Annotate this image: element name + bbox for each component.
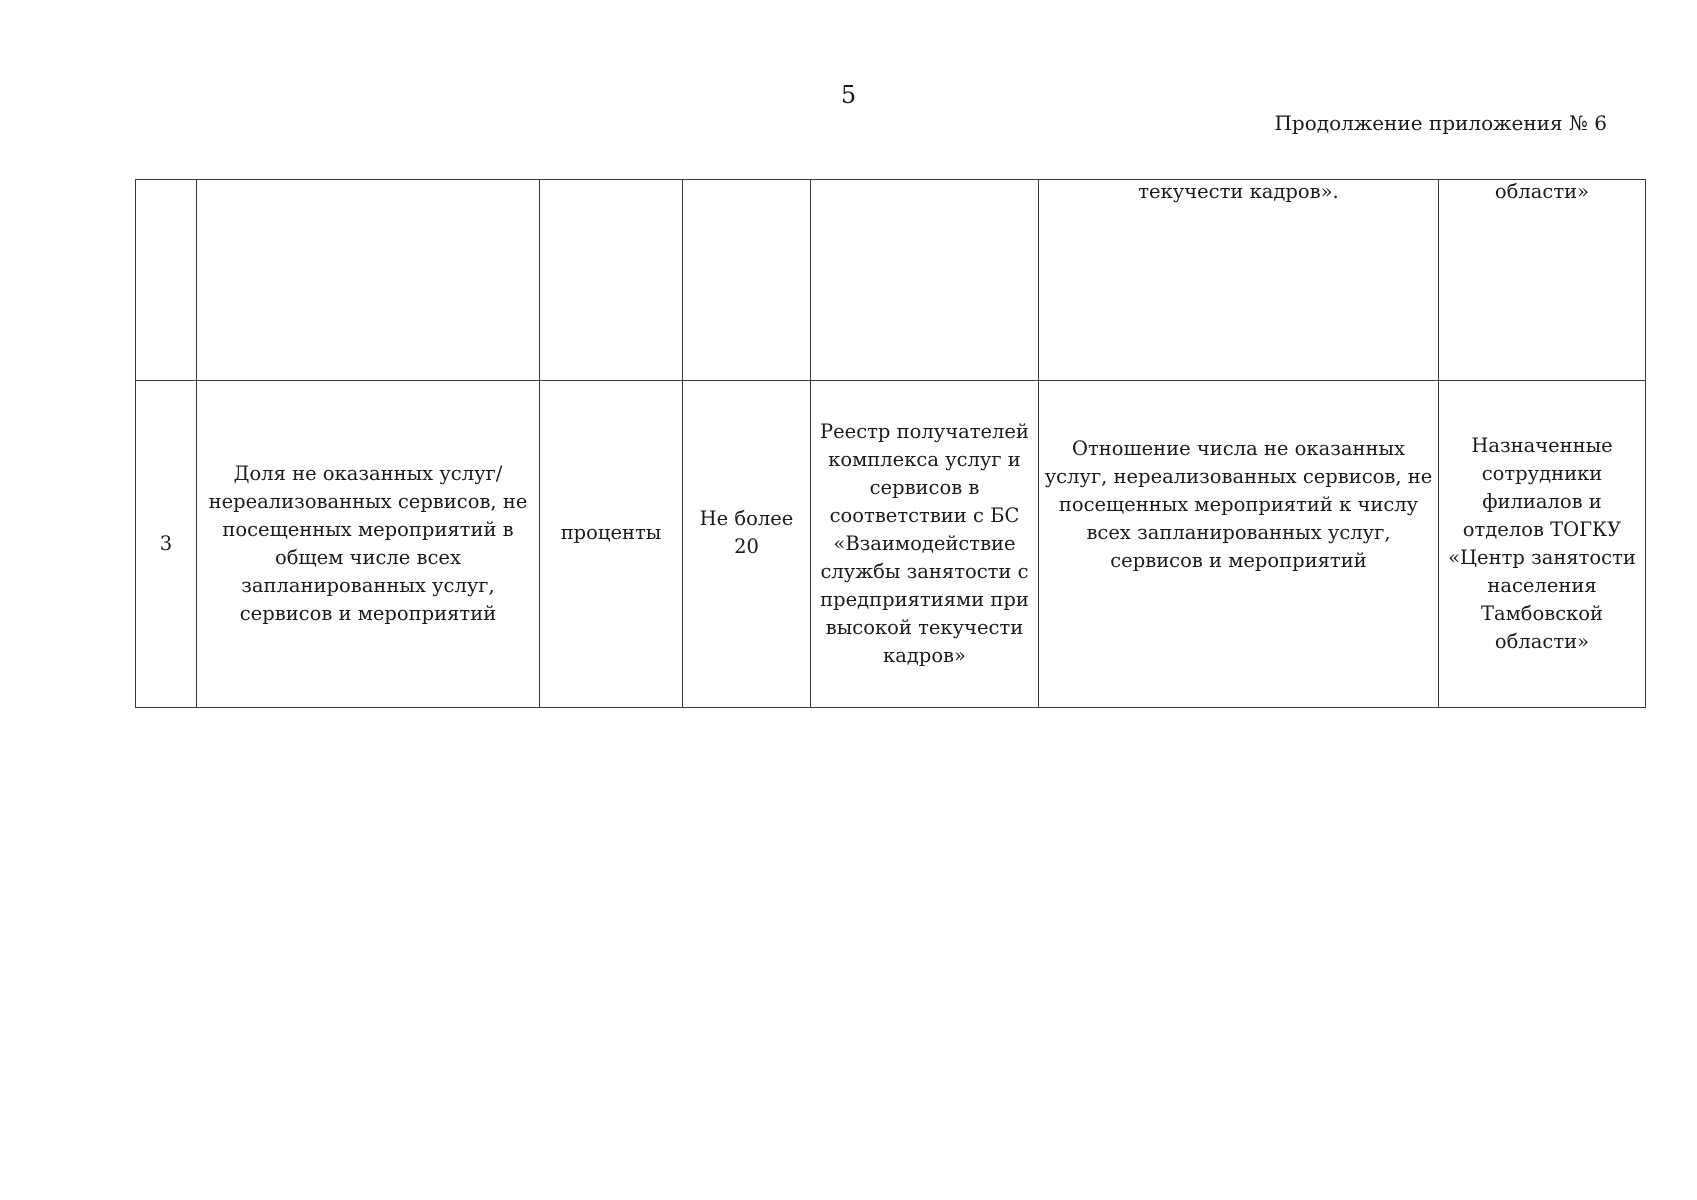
method-tail-text: текучести кадров». [1138,180,1339,203]
cell-unit [540,381,683,708]
appendix-note: Продолжение приложения № 6 [1274,111,1607,135]
table-row-continuation [136,180,1646,381]
cell-number [136,381,197,708]
target-text: Не более 20 [699,507,794,558]
cell-responsible [1439,381,1646,708]
indicators-table [135,179,1646,708]
table-row [136,381,1646,708]
source-text: Реестр получателей комплекса услуг и сервисов в соответствии с БС «Взаимодействие службы занятости с предприятиями при высокой текучести кадров» [820,420,1029,667]
cell-indicator [197,381,540,708]
row-number: 3 [159,532,173,555]
cell-unit-empty [540,180,683,381]
responsible-tail-text: области» [1494,180,1590,203]
indicator-text: Доля не оказанных услуг/ нереализованных сервисов, не посещенных мероприятий в общем числе всех запланированных услуг, сервисов и мероприятий [208,462,528,625]
responsible-text: Назначенные сотрудники филиалов и отделов ТОГКУ «Центр занятости населения Тамбовской области» [1448,434,1636,653]
cell-method-continuation [1039,180,1439,381]
cell-source [811,381,1039,708]
cell-source-empty [811,180,1039,381]
cell-responsible-continuation [1439,180,1646,381]
page-number: 5 [840,81,857,109]
cell-indicator-empty [197,180,540,381]
unit-text: проценты [560,521,662,544]
cell-target [683,381,811,708]
cell-number-empty [136,180,197,381]
cell-target-empty [683,180,811,381]
method-text: Отношение числа не оказанных услуг, нереализованных сервисов, не посещенных мероприятий к числу всех запланированных услуг, сервисов и мероприятий [1044,437,1433,572]
cell-method [1039,381,1439,708]
